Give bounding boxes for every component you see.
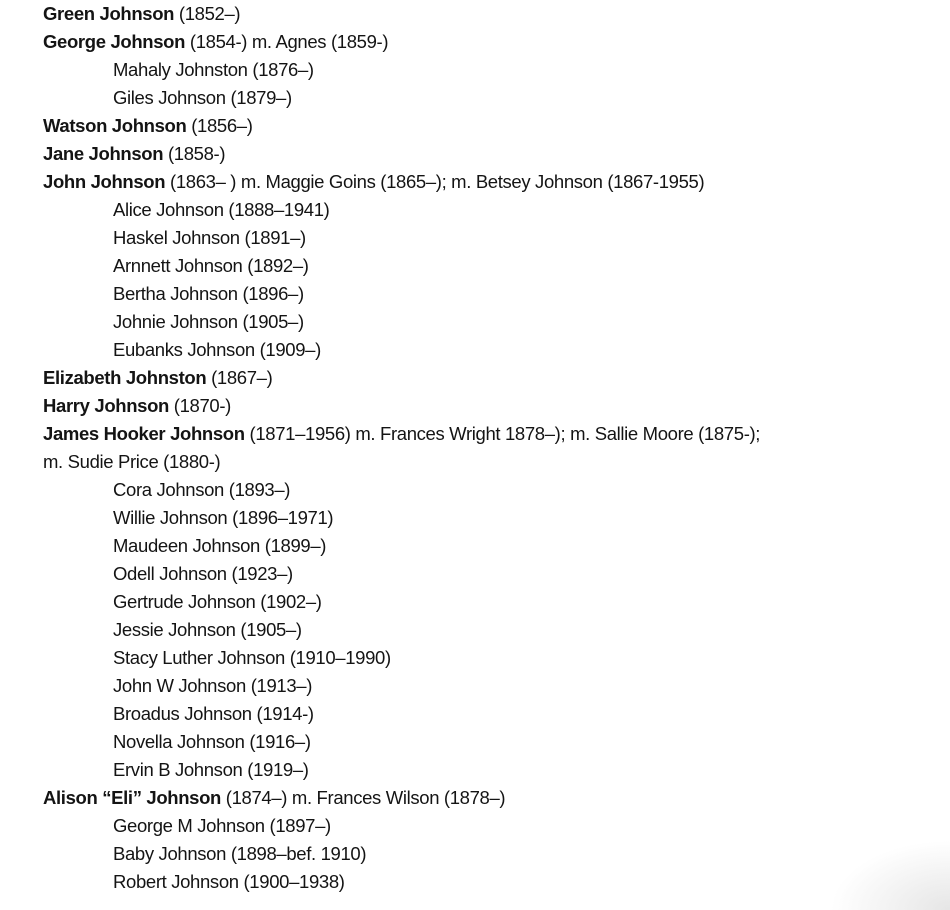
child-entry <box>43 308 943 336</box>
entry-details: Novella Johnson (1916–) <box>113 731 311 752</box>
entry-details: Gertrude Johnson (1902–) <box>113 591 322 612</box>
entry-details: Haskel Johnson (1891–) <box>113 227 306 248</box>
entry-details: George M Johnson (1897–) <box>113 815 331 836</box>
entry-details: Baby Johnson (1898–bef. 1910) <box>113 843 367 864</box>
child-entry <box>43 672 943 700</box>
parent-entry <box>43 420 943 448</box>
child-entry <box>43 728 943 756</box>
person-name: George Johnson <box>43 31 186 52</box>
child-entry <box>43 588 943 616</box>
child-entry <box>43 336 943 364</box>
parent-entry <box>43 0 943 28</box>
entry-details: (1870-) <box>169 395 231 416</box>
child-entry <box>43 280 943 308</box>
family-list <box>43 0 943 896</box>
entry-details: Bertha Johnson (1896–) <box>113 283 304 304</box>
entry-details: Alice Johnson (1888–1941) <box>113 199 330 220</box>
child-entry <box>43 756 943 784</box>
child-entry <box>43 84 943 112</box>
parent-entry <box>43 364 943 392</box>
child-entry <box>43 812 943 840</box>
parent-entry <box>43 140 943 168</box>
person-name: Elizabeth Johnston <box>43 367 207 388</box>
entry-details: (1852–) <box>174 3 241 24</box>
entry-details: (1874–) m. Frances Wilson (1878–) <box>221 787 506 808</box>
entry-details: Ervin B Johnson (1919–) <box>113 759 309 780</box>
parent-entry <box>43 168 943 196</box>
entry-details: Cora Johnson (1893–) <box>113 479 291 500</box>
entry-continuation <box>43 448 943 476</box>
person-name: Harry Johnson <box>43 395 170 416</box>
entry-details: Broadus Johnson (1914-) <box>113 703 314 724</box>
child-entry <box>43 504 943 532</box>
child-entry <box>43 56 943 84</box>
child-entry <box>43 840 943 868</box>
person-name: Green Johnson <box>43 3 175 24</box>
entry-details: (1863– ) m. Maggie Goins (1865–); m. Betsey Johnson (1867-1955) <box>165 171 705 192</box>
child-entry <box>43 700 943 728</box>
entry-details: Mahaly Johnston (1876–) <box>113 59 314 80</box>
parent-entry <box>43 784 943 812</box>
entry-details: (1858-) <box>163 143 226 164</box>
entry-details: Jessie Johnson (1905–) <box>113 619 302 640</box>
entry-details: (1854-) m. Agnes (1859-) <box>185 31 389 52</box>
entry-details: John W Johnson (1913–) <box>113 675 313 696</box>
child-entry <box>43 224 943 252</box>
parent-entry <box>43 112 943 140</box>
entry-details: Johnie Johnson (1905–) <box>113 311 304 332</box>
person-name: Alison “Eli” Johnson <box>43 787 222 808</box>
child-entry <box>43 868 943 896</box>
entry-details: m. Sudie Price (1880-) <box>43 451 221 472</box>
entry-details: Eubanks Johnson (1909–) <box>113 339 321 360</box>
entry-details: Arnnett Johnson (1892–) <box>113 255 309 276</box>
child-entry <box>43 616 943 644</box>
child-entry <box>43 252 943 280</box>
entry-details: Willie Johnson (1896–1971) <box>113 507 334 528</box>
child-entry <box>43 532 943 560</box>
entry-details: (1871–1956) m. Frances Wright 1878–); m. Sallie Moore (1875-); <box>244 423 761 444</box>
entry-details: Odell Johnson (1923–) <box>113 563 293 584</box>
child-entry <box>43 644 943 672</box>
entry-details: Stacy Luther Johnson (1910–1990) <box>113 647 391 668</box>
entry-details: (1856–) <box>186 115 253 136</box>
child-entry <box>43 476 943 504</box>
person-name: James Hooker Johnson <box>43 423 245 444</box>
person-name: Watson Johnson <box>43 115 187 136</box>
child-entry <box>43 196 943 224</box>
person-name: John Johnson <box>43 171 166 192</box>
person-name: Jane Johnson <box>43 143 164 164</box>
child-entry <box>43 560 943 588</box>
entry-details: Robert Johnson (1900–1938) <box>113 871 345 892</box>
entry-details: Giles Johnson (1879–) <box>113 87 292 108</box>
entry-details: Maudeen Johnson (1899–) <box>113 535 327 556</box>
entry-details: (1867–) <box>206 367 273 388</box>
parent-entry <box>43 28 943 56</box>
parent-entry <box>43 392 943 420</box>
